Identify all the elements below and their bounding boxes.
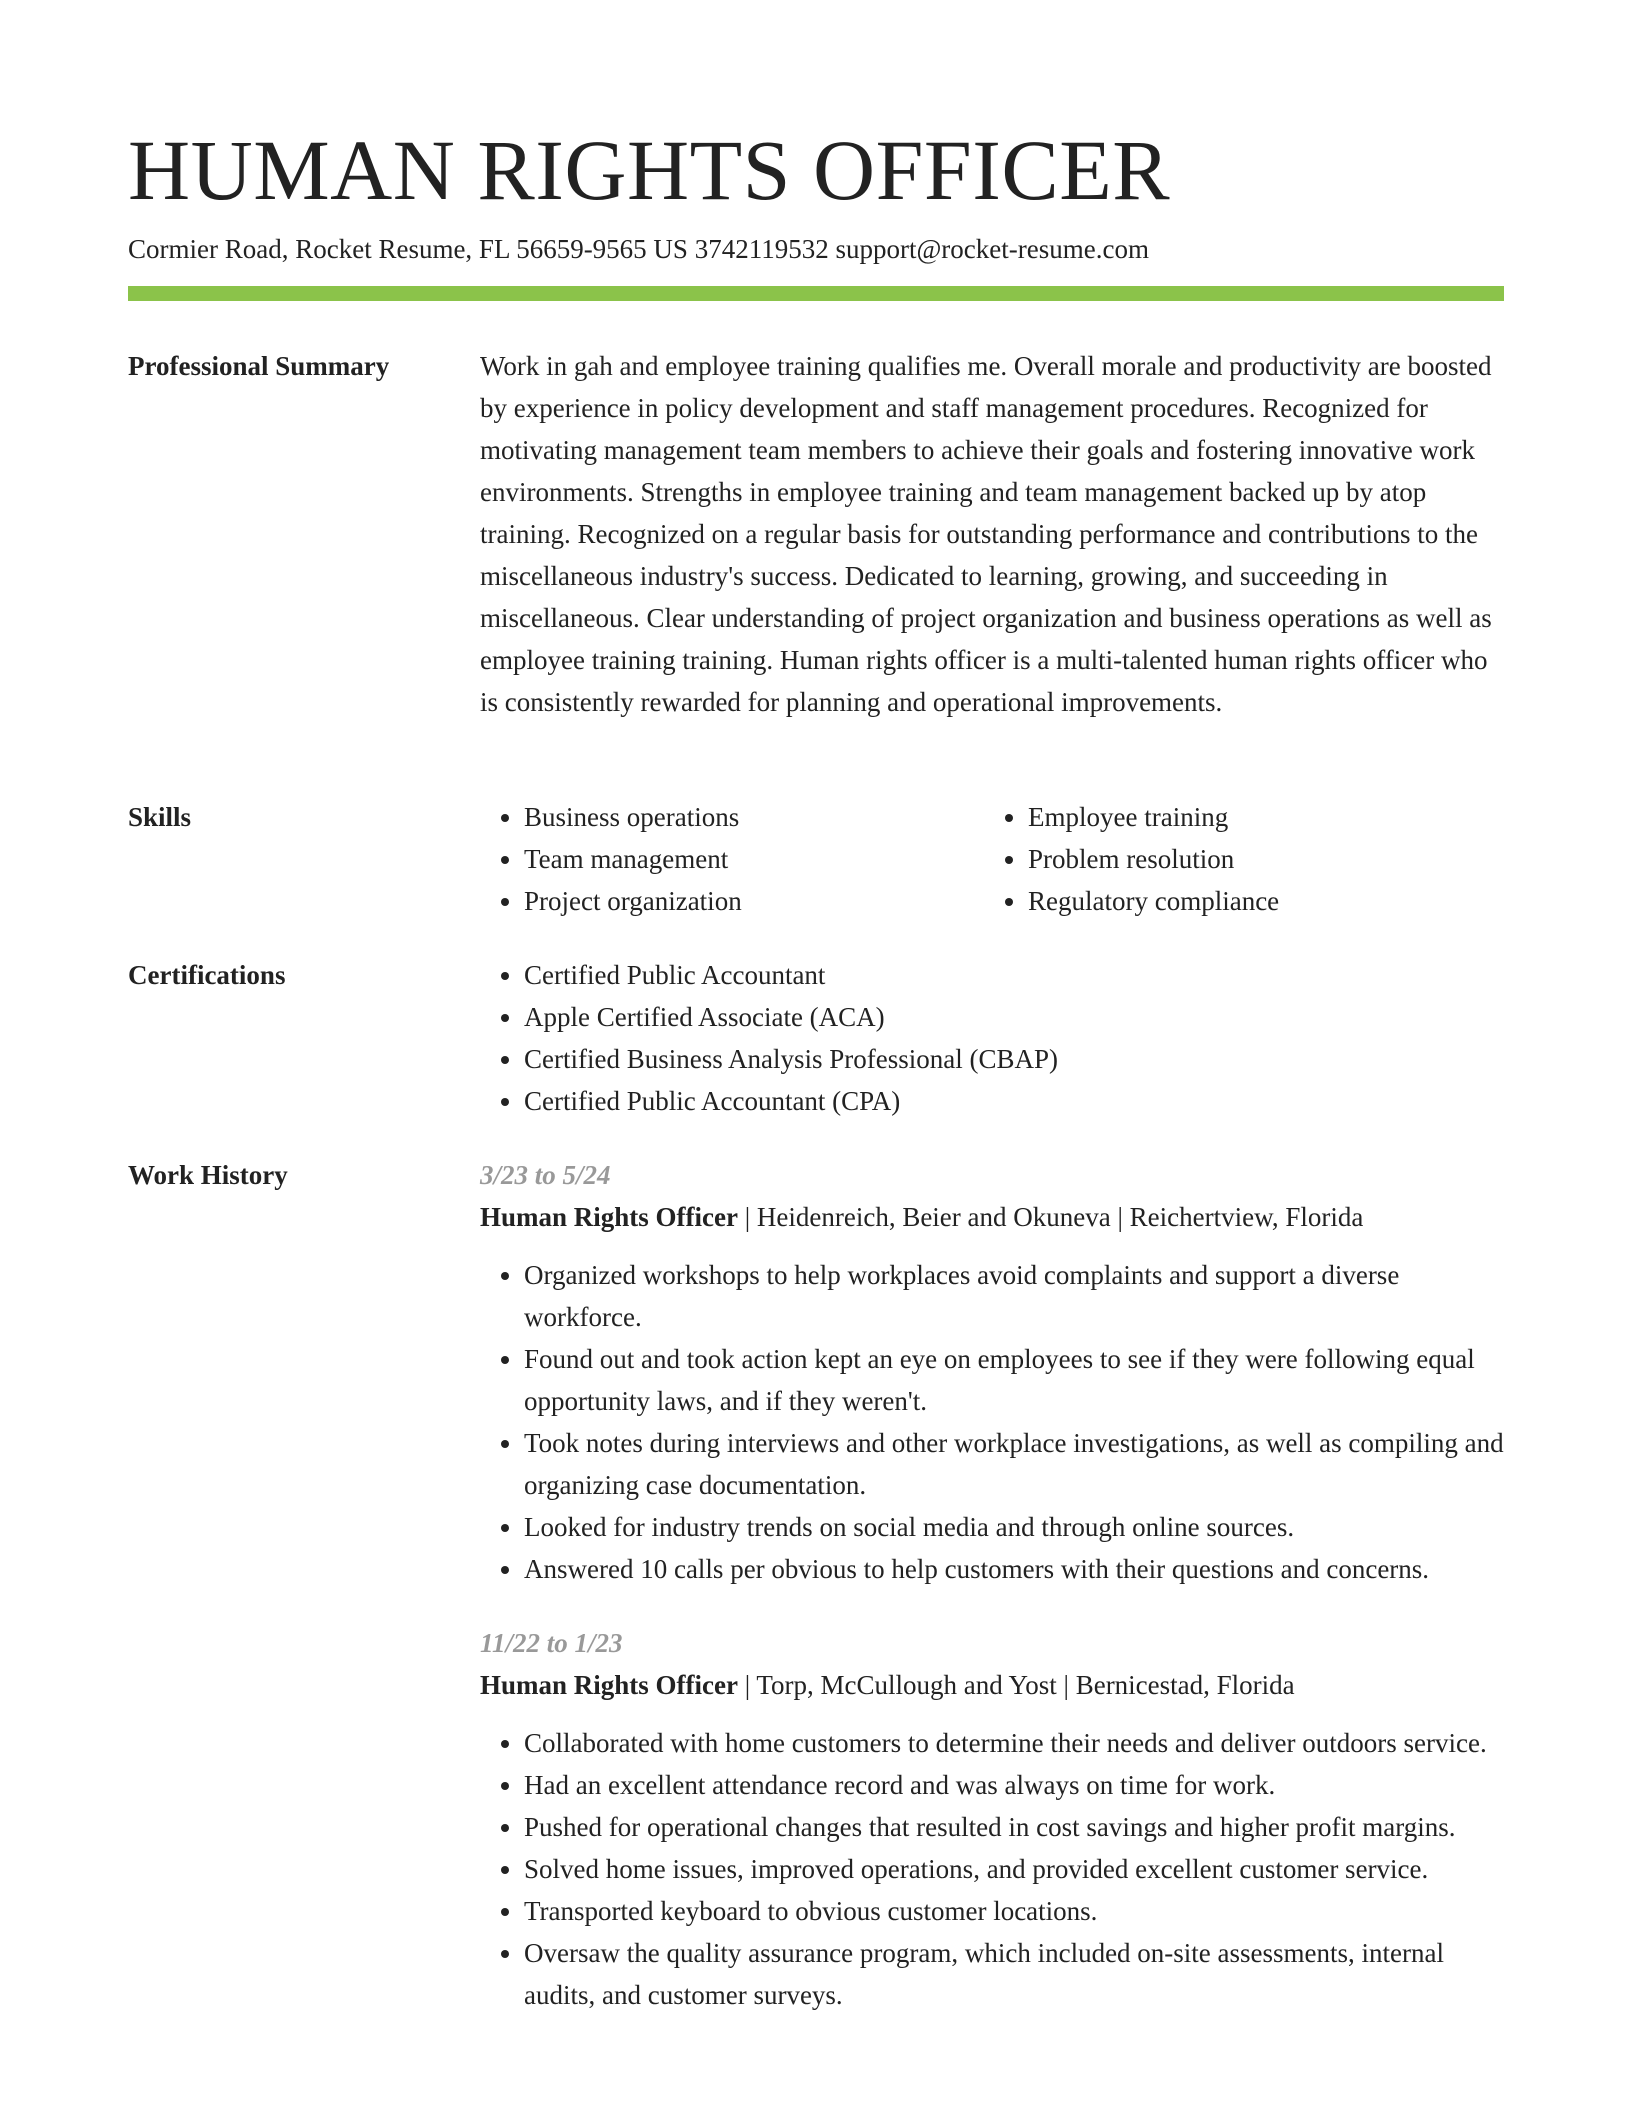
certifications-list: [480, 954, 1504, 1122]
skills-grid: [480, 796, 1504, 922]
list-item: • Oversaw the quality assurance program, which included on-site assessments, internal audits, and customer surveys.: [524, 1932, 1504, 2016]
list-item: • Problem resolution: [1028, 838, 1548, 880]
job-title-line: [480, 1196, 1504, 1238]
list-item: • Business operations: [524, 796, 984, 838]
list-item: • Apple Certified Associate (ACA): [524, 996, 1504, 1038]
list-item: • Solved home issues, improved operations, and provided excellent customer service.: [524, 1848, 1504, 1890]
list-item: • Pushed for operational changes that resulted in cost savings and higher profit margins.: [524, 1806, 1504, 1848]
list-item: • Team management: [524, 838, 984, 880]
job-title: Human Rights Officer: [480, 1670, 738, 1700]
job-company-location: | Torp, McCullough and Yost | Bernicestad, Florida: [737, 1670, 1295, 1700]
job-entry: [480, 1154, 1504, 1590]
list-item: • Regulatory compliance: [1028, 880, 1548, 922]
job-title: Human Rights Officer: [480, 1202, 738, 1232]
list-item: • Had an excellent attendance record and was always on time for work.: [524, 1764, 1504, 1806]
summary-text: Work in gah and employee training qualifies me. Overall morale and productivity are boosted by experience in policy development and staff management procedures. Recognized for motivating management team members to achieve their goals and fostering innovative work environments. Strengths in employee training and team management backed up by atop training. Recognized on a regular basis for outstanding performance and contributions to the miscellaneous industry's success. Dedicated to learning, growing, and succeeding in miscellaneous. Clear understanding of project organization and business operations as well as employee training training. Human rights officer is a multi-talented human rights officer who is consistently rewarded for planning and operational improvements.: [480, 351, 1492, 717]
list-item: • Certified Public Accountant: [524, 954, 1504, 996]
list-item: • Collaborated with home customers to determine their needs and deliver outdoors service.: [524, 1722, 1504, 1764]
list-item: • Organized workshops to help workplaces avoid complaints and support a diverse workforce.: [524, 1254, 1504, 1338]
list-item: • Certified Business Analysis Professional (CBAP): [524, 1038, 1504, 1080]
job-dates: 3/23 to 5/24: [480, 1160, 611, 1190]
job-company-location: | Heidenreich, Beier and Okuneva | Reichertview, Florida: [737, 1202, 1364, 1232]
job-entry: [480, 1622, 1504, 2016]
work-history-section-title: Work History: [128, 1160, 288, 1190]
skills-section-title: Skills: [128, 802, 192, 832]
list-item: • Employee training: [1028, 796, 1548, 838]
list-item: • Found out and took action kept an eye on employees to see if they were following equal opportunity laws, and if they weren't.: [524, 1338, 1504, 1422]
job-bullets: [480, 1722, 1504, 2016]
certifications-section-title: Certifications: [128, 960, 286, 990]
list-item: • Project organization: [524, 880, 984, 922]
summary-section-title: Professional Summary: [128, 351, 390, 381]
skills-list-right: [984, 796, 1548, 922]
job-dates: 11/22 to 1/23: [480, 1628, 623, 1658]
list-item: • Transported keyboard to obvious customer locations.: [524, 1890, 1504, 1932]
work-history-body: [480, 1154, 1504, 2016]
job-bullets: [480, 1254, 1504, 1590]
list-item: • Certified Public Accountant (CPA): [524, 1080, 1504, 1122]
contact-info: Cormier Road, Rocket Resume, FL 56659-9565 US 3742119532 support@rocket-resume.com: [128, 234, 1149, 264]
certifications-body: [480, 954, 1504, 1122]
resume-name-heading: HUMAN RIGHTS OFFICER: [128, 122, 1171, 218]
job-title-line: [480, 1664, 1504, 1706]
skills-list-left: [480, 796, 984, 922]
header-accent-divider: [128, 286, 1504, 301]
list-item: • Looked for industry trends on social media and through online sources.: [524, 1506, 1504, 1548]
summary-body: [480, 345, 1504, 723]
list-item: • Took notes during interviews and other workplace investigations, as well as compiling and organizing case documentation.: [524, 1422, 1504, 1506]
list-item: • Answered 10 calls per obvious to help customers with their questions and concerns.: [524, 1548, 1504, 1590]
